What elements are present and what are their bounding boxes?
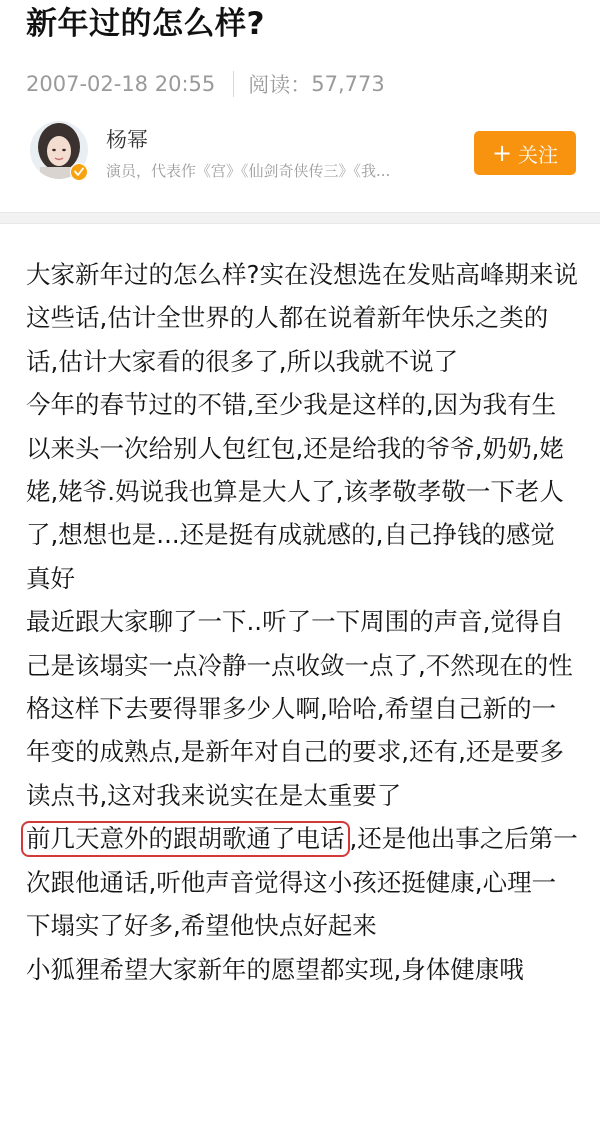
post-meta bbox=[26, 68, 385, 100]
post-date: 2007-02-18 20:55 bbox=[26, 72, 216, 96]
plus-icon: + bbox=[491, 139, 513, 167]
read-count: 57,773 bbox=[311, 72, 385, 96]
follow-label: 关注 bbox=[518, 142, 559, 167]
author-name[interactable]: 杨幂 bbox=[106, 128, 148, 152]
verified-badge-icon bbox=[70, 163, 88, 181]
read-label: 阅读： bbox=[248, 73, 312, 97]
content-paragraph: 大家新年过的怎么样?实在没想选在发贴高峰期来说这些话,估计全世界的人都在说着新年快乐之类的话,估计大家看的很多了,所以我就不说了 bbox=[26, 260, 579, 376]
meta-divider bbox=[233, 71, 234, 97]
section-separator bbox=[0, 212, 600, 224]
follow-button[interactable] bbox=[474, 131, 576, 175]
content-paragraph-highlighted bbox=[26, 817, 578, 947]
highlighted-sentence: 前几天意外的跟胡歌通了电话 bbox=[21, 821, 350, 857]
content-paragraph: 小狐狸希望大家新年的愿望都实现,身体健康哦 bbox=[26, 954, 524, 984]
content-paragraph: 今年的春节过的不错,至少我是这样的,因为我有生以来头一次给别人包红包,还是给我的爷爷,奶奶,姥姥,姥爷.妈说我也算是大人了,该孝敬孝敬一下老人了,想想也是...还是挺有成就感的,自己挣钱的感觉真好 bbox=[26, 390, 564, 593]
content-text: ,还是他出事之后第一次跟他通话,听他声音觉得这小孩还挺健康,心理一下塌实了好多,希望他快点好起来 bbox=[26, 824, 578, 941]
author-description: 演员，代表作《宫》《仙剑奇侠传三》《我... bbox=[106, 162, 391, 180]
post-title: 新年过的怎么样? bbox=[26, 6, 265, 42]
content-paragraph: 最近跟大家聊了一下..听了一下周围的声音,觉得自己是该塌实一点冷静一点收敛一点了,不然现在的性格这样下去要得罪多少人啊,哈哈,希望自己新的一年变的成熟点,是新年对自己的要求,还有,还是要多读点书,这对我来说实在是太重要了 bbox=[26, 607, 573, 810]
post-content bbox=[26, 253, 578, 991]
